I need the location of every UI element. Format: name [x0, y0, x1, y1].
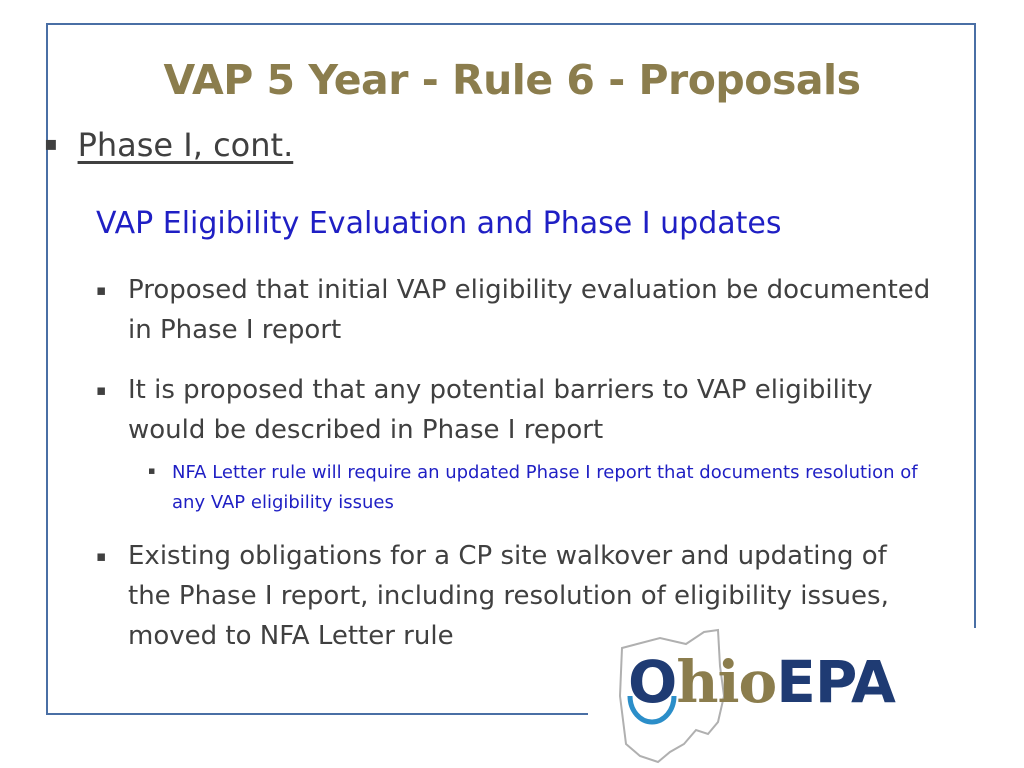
logo-hio: hio: [676, 648, 777, 716]
square-bullet-icon: ▪: [96, 281, 107, 299]
sub-bullet-item: [148, 458, 928, 518]
square-bullet-icon: ▪: [96, 381, 107, 399]
section-heading: [44, 126, 293, 164]
square-bullet-icon: ▪: [44, 131, 58, 155]
bullet-text: Proposed that initial VAP eligibility evaluation be documented in Phase I report: [128, 275, 931, 345]
section-label: Phase I, cont.: [77, 126, 294, 164]
ohio-epa-logo: [628, 648, 895, 716]
logo-o: O: [628, 648, 677, 716]
square-bullet-icon: ▪: [96, 547, 107, 565]
sub-bullet-text: NFA Letter rule will require an updated Phase I report that documents resolution of any VAP eligibility issues: [172, 462, 918, 513]
bullet-text: Existing obligations for a CP site walkover and updating of the Phase I report, including resolution of eligibility issues, moved to NFA Letter rule: [128, 541, 889, 651]
square-bullet-icon: ▪: [148, 464, 156, 477]
bullet-text: It is proposed that any potential barriers to VAP eligibility would be described in Phase I report: [128, 375, 873, 445]
bullet-item: [96, 370, 946, 450]
subheading: VAP Eligibility Evaluation and Phase I updates: [96, 206, 782, 241]
bullet-item: [96, 270, 946, 350]
logo-epa: EPA: [776, 648, 895, 716]
slide-title: VAP 5 Year - Rule 6 - Proposals: [163, 56, 861, 104]
